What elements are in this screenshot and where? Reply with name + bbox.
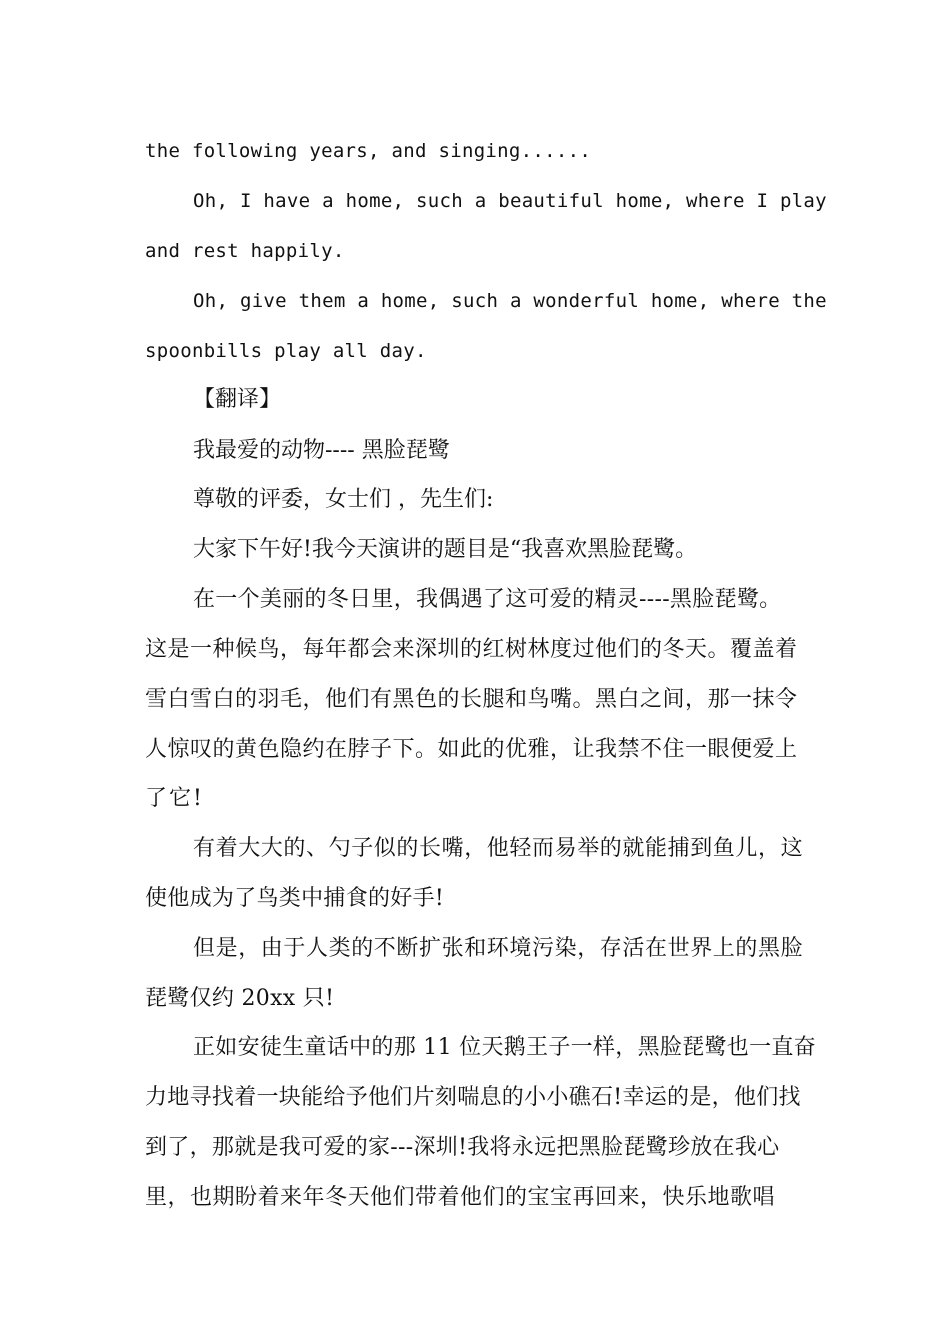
text-line: 了它!: [145, 786, 204, 811]
text-line: 里，也期盼着来年冬天他们带着他们的宝宝再回来，快乐地歌唱: [145, 1185, 776, 1210]
text-line: 正如安徒生童话中的那 11 位天鹅王子一样，黑脸琵鹭也一直奋: [193, 1035, 816, 1060]
text-line: and rest happily.: [145, 240, 345, 262]
text-line: 雪白雪白的羽毛，他们有黑色的长腿和鸟嘴。黑白之间，那一抹令: [145, 687, 798, 712]
speech-title: 我最爱的动物---- 黑脸琵鹭: [193, 438, 450, 463]
text-line: 尊敬的评委，女士们 ，先生们:: [193, 487, 494, 512]
text-line: 在一个美丽的冬日里，我偶遇了这可爱的精灵----黑脸琵鹭。: [193, 587, 782, 612]
text-line: 力地寻找着一块能给予他们片刻喘息的小小礁石!幸运的是，他们找: [145, 1085, 801, 1110]
text-line: Oh, give them a home, such a wonderful home, where the: [193, 290, 827, 312]
text-line: 琵鹭仅约 20xx 只!: [145, 986, 335, 1011]
text-line: 有着大大的、勺子似的长嘴，他轻而易举的就能捕到鱼儿，这: [193, 836, 804, 861]
text-line: 大家下午好!我今天演讲的题目是“我喜欢黑脸琵鹭。: [193, 537, 698, 562]
text-line: 使他成为了鸟类中捕食的好手!: [145, 886, 445, 911]
section-heading: 【翻译】: [193, 387, 282, 412]
text-line: 但是，由于人类的不断扩张和环境污染，存活在世界上的黑脸: [193, 936, 804, 961]
text-line: 到了，那就是我可爱的家---深圳!我将永远把黑脸琵鹭珍放在我心: [145, 1135, 780, 1160]
text-line: the following years, and singing......: [145, 140, 592, 162]
text-line: 人惊叹的黄色隐约在脖子下。如此的优雅，让我禁不住一眼便爱上: [145, 737, 798, 762]
text-line: Oh, I have a home, such a beautiful home, where I play: [193, 190, 827, 212]
text-line: 这是一种候鸟，每年都会来深圳的红树林度过他们的冬天。覆盖着: [145, 637, 798, 662]
text-line: spoonbills play all day.: [145, 340, 427, 362]
